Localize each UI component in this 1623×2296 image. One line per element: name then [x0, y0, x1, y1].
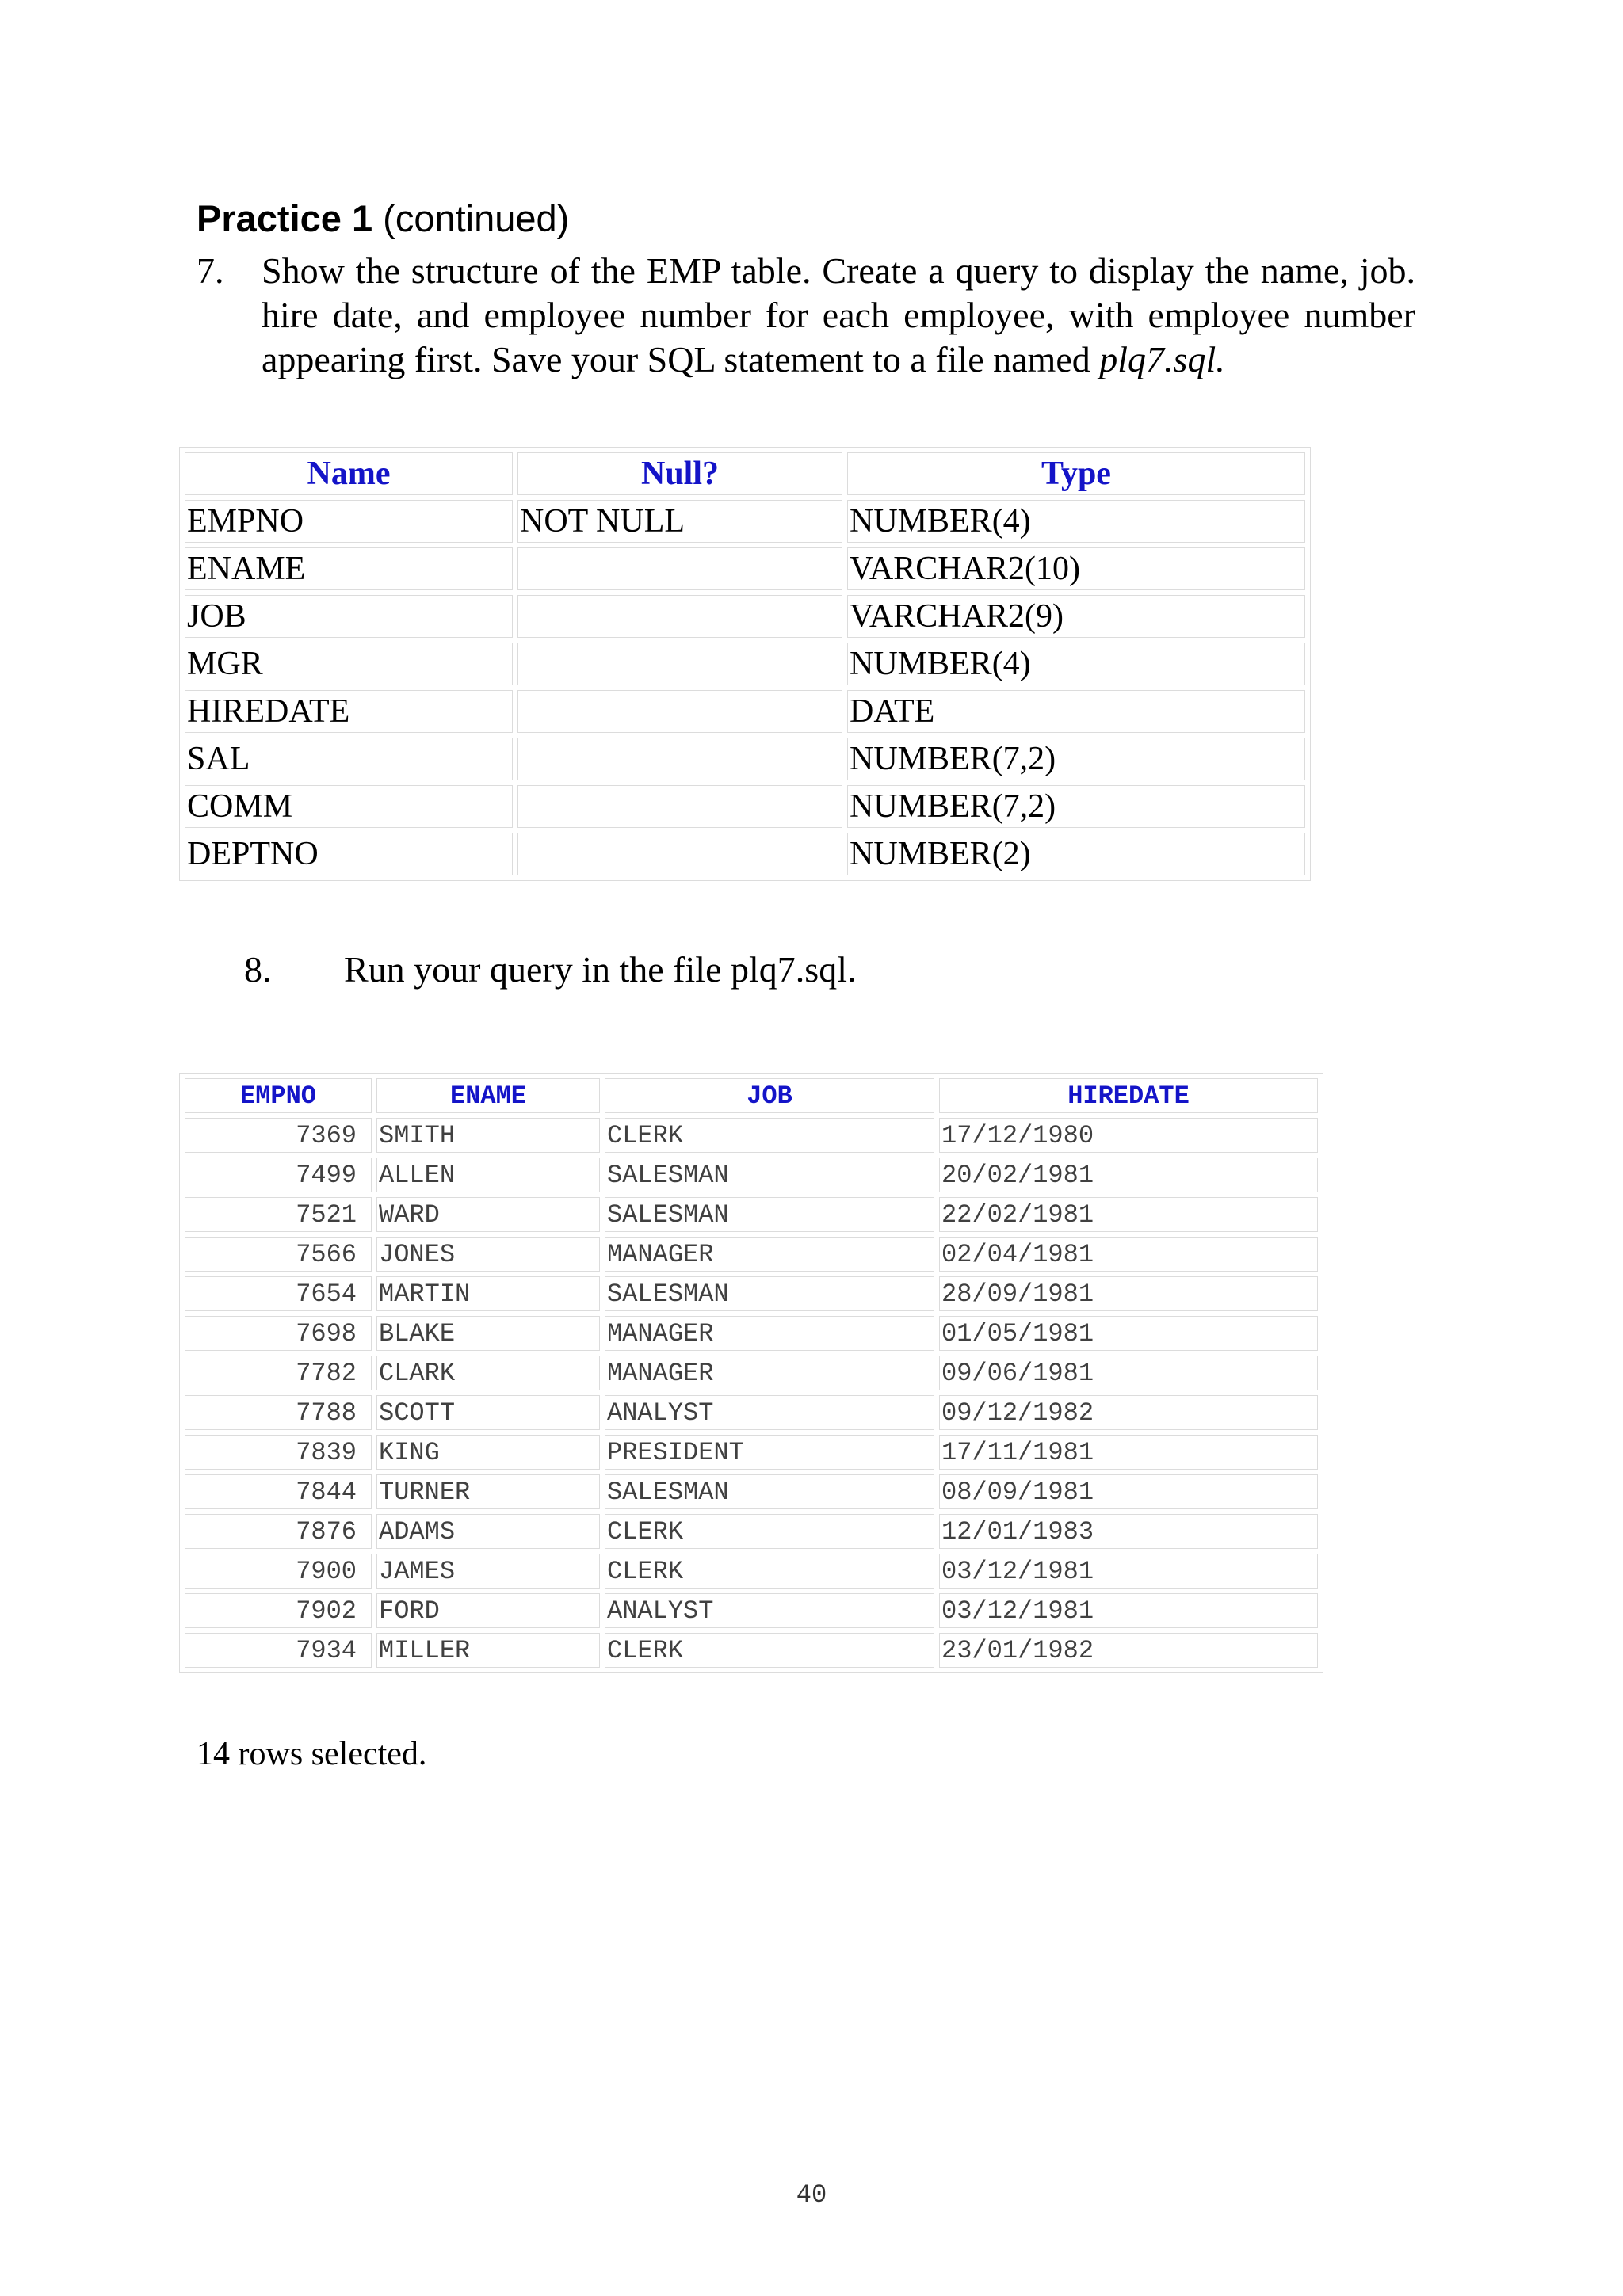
table-row [185, 1395, 1318, 1430]
result-cell-job: SALESMAN [605, 1158, 934, 1192]
describe-cell-type: NUMBER(4) [847, 500, 1305, 543]
result-cell-job: SALESMAN [605, 1276, 934, 1311]
result-cell-job: MANAGER [605, 1237, 934, 1272]
result-cell-empno: 7934 [185, 1633, 372, 1668]
result-cell-job: ANALYST [605, 1395, 934, 1430]
table-row [185, 1514, 1318, 1549]
exercise-7-body: Show the structure of the EMP table. Create a query to display the name, job. hire date, and employee number for each employee, with employee number appearing first. Save your SQL statement to a file named [262, 250, 1415, 379]
exercise-7-filename: plq7.sql. [1099, 339, 1225, 379]
exercise-8 [244, 946, 856, 994]
describe-table [179, 447, 1311, 881]
describe-cell-name: SAL [185, 738, 513, 780]
describe-cell-null [517, 643, 842, 685]
result-cell-empno: 7839 [185, 1435, 372, 1470]
table-row [185, 1276, 1318, 1311]
result-cell-empno: 7369 [185, 1118, 372, 1153]
result-cell-empno: 7698 [185, 1316, 372, 1351]
result-cell-ename: WARD [376, 1197, 600, 1232]
table-row [185, 1435, 1318, 1470]
describe-cell-name: DEPTNO [185, 833, 513, 875]
table-row [185, 1197, 1318, 1232]
result-cell-ename: KING [376, 1435, 600, 1470]
table-row [185, 1474, 1318, 1509]
table-row [185, 1593, 1318, 1628]
result-cell-ename: FORD [376, 1593, 600, 1628]
describe-cell-type: VARCHAR2(10) [847, 547, 1305, 590]
result-cell-hiredate: 08/09/1981 [939, 1474, 1318, 1509]
result-cell-empno: 7654 [185, 1276, 372, 1311]
exercise-8-text: Run your query in the file plq7.sql. [344, 949, 857, 990]
table-row [185, 785, 1305, 828]
heading-rest: (continued) [372, 197, 570, 239]
result-cell-empno: 7782 [185, 1356, 372, 1390]
result-cell-empno: 7902 [185, 1593, 372, 1628]
describe-header-name: Name [185, 452, 513, 495]
result-cell-hiredate: 17/11/1981 [939, 1435, 1318, 1470]
table-row [185, 1356, 1318, 1390]
describe-cell-null [517, 547, 842, 590]
describe-cell-type: NUMBER(2) [847, 833, 1305, 875]
result-header-job: JOB [605, 1078, 934, 1113]
result-cell-ename: TURNER [376, 1474, 600, 1509]
describe-header-type: Type [847, 452, 1305, 495]
describe-cell-name: MGR [185, 643, 513, 685]
result-cell-job: CLERK [605, 1514, 934, 1549]
exercise-8-number: 8. [244, 949, 272, 990]
result-cell-hiredate: 23/01/1982 [939, 1633, 1318, 1668]
result-cell-job: PRESIDENT [605, 1435, 934, 1470]
page-number: 40 [796, 2180, 827, 2210]
describe-cell-name: ENAME [185, 547, 513, 590]
result-cell-ename: BLAKE [376, 1316, 600, 1351]
table-row [185, 690, 1305, 733]
result-cell-ename: CLARK [376, 1356, 600, 1390]
describe-cell-name: HIREDATE [185, 690, 513, 733]
describe-cell-null [517, 690, 842, 733]
result-cell-ename: ADAMS [376, 1514, 600, 1549]
table-row [185, 500, 1305, 543]
table-row [185, 643, 1305, 685]
result-cell-hiredate: 22/02/1981 [939, 1197, 1318, 1232]
result-cell-ename: MARTIN [376, 1276, 600, 1311]
result-cell-hiredate: 28/09/1981 [939, 1276, 1318, 1311]
rows-selected-text: 14 rows selected. [197, 1736, 427, 1772]
table-row [185, 1554, 1318, 1589]
result-table [179, 1073, 1323, 1673]
describe-cell-type: NUMBER(7,2) [847, 738, 1305, 780]
exercise-7-text [262, 249, 1415, 382]
result-cell-ename: SCOTT [376, 1395, 600, 1430]
result-cell-job: SALESMAN [605, 1474, 934, 1509]
result-cell-hiredate: 20/02/1981 [939, 1158, 1318, 1192]
result-cell-empno: 7499 [185, 1158, 372, 1192]
table-row [185, 547, 1305, 590]
result-cell-ename: ALLEN [376, 1158, 600, 1192]
result-cell-ename: JAMES [376, 1554, 600, 1589]
describe-cell-type: NUMBER(4) [847, 643, 1305, 685]
table-row [185, 595, 1305, 638]
result-cell-empno: 7900 [185, 1554, 372, 1589]
result-cell-empno: 7521 [185, 1197, 372, 1232]
result-cell-empno: 7844 [185, 1474, 372, 1509]
exercise-7 [197, 249, 1415, 382]
describe-header-row [185, 452, 1305, 495]
table-row [185, 833, 1305, 875]
describe-cell-type: DATE [847, 690, 1305, 733]
result-cell-job: CLERK [605, 1633, 934, 1668]
result-header-row [185, 1078, 1318, 1113]
result-cell-job: SALESMAN [605, 1197, 934, 1232]
result-cell-empno: 7788 [185, 1395, 372, 1430]
table-row [185, 738, 1305, 780]
describe-cell-null [517, 785, 842, 828]
table-row [185, 1158, 1318, 1192]
table-row [185, 1237, 1318, 1272]
table-row [185, 1118, 1318, 1153]
describe-cell-name: COMM [185, 785, 513, 828]
result-header-ename: ENAME [376, 1078, 600, 1113]
result-cell-hiredate: 02/04/1981 [939, 1237, 1318, 1272]
exercise-7-number: 7. [197, 250, 224, 291]
describe-cell-type: VARCHAR2(9) [847, 595, 1305, 638]
result-cell-hiredate: 17/12/1980 [939, 1118, 1318, 1153]
describe-cell-type: NUMBER(7,2) [847, 785, 1305, 828]
heading-bold: Practice 1 [197, 197, 373, 239]
result-cell-ename: JONES [376, 1237, 600, 1272]
result-cell-hiredate: 09/12/1982 [939, 1395, 1318, 1430]
result-cell-hiredate: 12/01/1983 [939, 1514, 1318, 1549]
describe-header-null: Null? [517, 452, 842, 495]
result-cell-job: MANAGER [605, 1316, 934, 1351]
result-header-empno: EMPNO [185, 1078, 372, 1113]
table-row [185, 1633, 1318, 1668]
result-cell-ename: SMITH [376, 1118, 600, 1153]
result-cell-job: CLERK [605, 1554, 934, 1589]
result-cell-empno: 7566 [185, 1237, 372, 1272]
result-header-hiredate: HIREDATE [939, 1078, 1318, 1113]
describe-cell-null: NOT NULL [517, 500, 842, 543]
result-cell-job: ANALYST [605, 1593, 934, 1628]
result-cell-hiredate: 03/12/1981 [939, 1593, 1318, 1628]
result-cell-job: CLERK [605, 1118, 934, 1153]
describe-cell-null [517, 738, 842, 780]
result-cell-empno: 7876 [185, 1514, 372, 1549]
result-cell-hiredate: 01/05/1981 [939, 1316, 1318, 1351]
describe-cell-null [517, 595, 842, 638]
result-cell-hiredate: 03/12/1981 [939, 1554, 1318, 1589]
describe-cell-null [517, 833, 842, 875]
describe-cell-name: JOB [185, 595, 513, 638]
result-cell-ename: MILLER [376, 1633, 600, 1668]
result-cell-hiredate: 09/06/1981 [939, 1356, 1318, 1390]
describe-cell-name: EMPNO [185, 500, 513, 543]
page-heading [197, 195, 569, 242]
result-cell-job: MANAGER [605, 1356, 934, 1390]
table-row [185, 1316, 1318, 1351]
